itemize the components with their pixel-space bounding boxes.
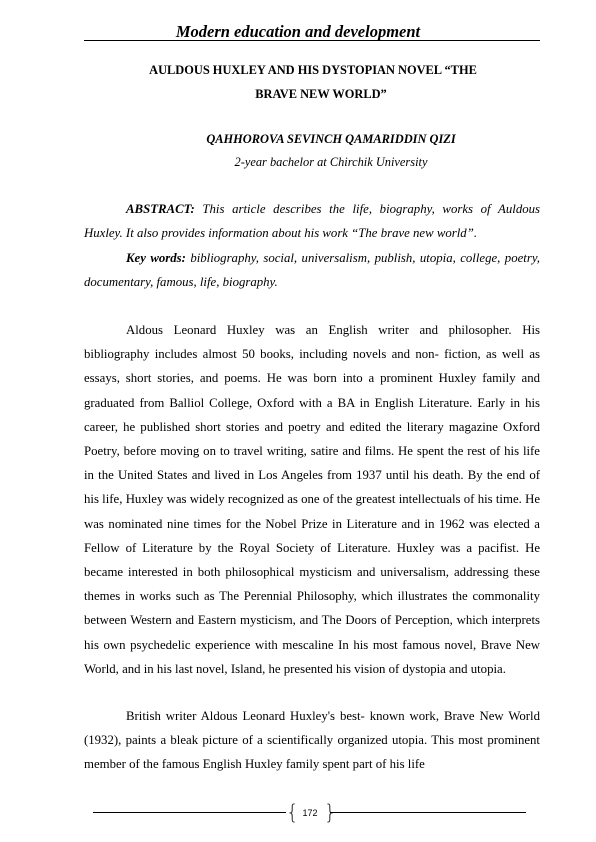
keywords-paragraph bbox=[84, 246, 540, 295]
footer-rule-right bbox=[330, 812, 526, 813]
keywords-label: Key words: bbox=[126, 251, 186, 265]
keywords-text: bibliography, social, universalism, publish, utopia, college, poetry, documentary, famous, life, biography. bbox=[84, 251, 540, 290]
header-rule bbox=[84, 40, 540, 41]
footer-rule-left bbox=[93, 812, 286, 813]
abstract-label: ABSTRACT: bbox=[126, 202, 195, 216]
author-affiliation: 2-year bachelor at Chirchik University bbox=[234, 155, 428, 169]
author-name: QAHHOROVA SEVINCH QAMARIDDIN QIZI bbox=[206, 132, 456, 146]
abstract-text: This article describes the life, biography, works of Auldous Huxley. It also provides information about his work “The brave new world”. bbox=[84, 202, 540, 241]
article-title-line-2: BRAVE NEW WORLD” bbox=[255, 87, 387, 101]
right-brace-icon: } bbox=[324, 800, 337, 824]
body-paragraph-2: British writer Aldous Leonard Huxley's best- known work, Brave New World (1932), paints a bleak picture of a scientifically organized utopia. This most prominent member of the famous English Huxley family spent part of his life bbox=[84, 709, 540, 772]
left-brace-icon: { bbox=[286, 800, 299, 824]
abstract-paragraph bbox=[84, 197, 540, 246]
body-paragraph-1: Aldous Leonard Huxley was an English writer and philosopher. His bibliography includes almost 50 books, including novels and non- fiction, as well as essays, short stories, and poems. He was born into a prominent Huxley family and graduated from Balliol College, Oxford with a BA in English Literature. Early in his career, he published short stories and poetry and edited the literary magazine Oxford Poetry, before moving on to travel writing, satire and films. He spent the rest of his life in the United States and lived in Los Angeles from 1937 until his death. By the end of his life, Huxley was widely recognized as one of the greatest intellectuals of his time. He was nominated nine times for the Nobel Prize in Literature and in 1962 was elected a Fellow of Literature by the Royal Society of Literature. Huxley was a pacifist. He became interested in both philosophical mysticism and universalism, addressing these themes in works such as The Perennial Philosophy, which illustrates the commonality between Western and Eastern mysticism, and The Doors of Perception, which interprets his own psychedelic experience with mescaline In his most famous novel, Brave New World, and in his last novel, Island, he presented his vision of dystopia and utopia. bbox=[84, 323, 540, 676]
article-title bbox=[84, 58, 540, 106]
page-number: 172 bbox=[302, 808, 318, 818]
article-title-line-1: AULDOUS HUXLEY AND HIS DYSTOPIAN NOVEL “THE bbox=[149, 63, 477, 77]
journal-title: Modern education and development bbox=[175, 22, 421, 41]
